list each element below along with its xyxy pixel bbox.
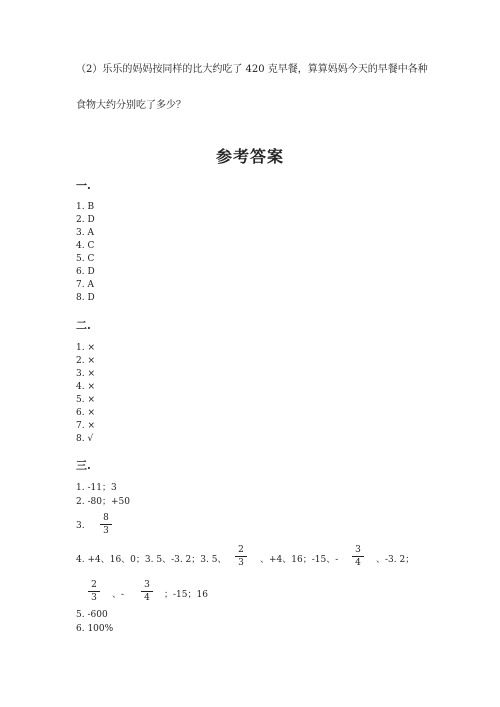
fraction-bar	[88, 591, 100, 592]
answer-item: 7. A	[76, 280, 94, 290]
answer-item: 5. ×	[76, 395, 95, 405]
answer-text: 、-	[112, 590, 125, 600]
answer-text: ；-15；16	[164, 590, 208, 600]
question-line-2: 食物大约分别吃了多少？	[76, 100, 186, 111]
answer-item: 6. D	[76, 267, 95, 277]
answer-item: 5. C	[76, 254, 95, 264]
answer-item: 4. C	[76, 241, 95, 251]
answer-item: 2. ×	[76, 356, 95, 366]
answer-item: 1. ×	[76, 343, 95, 353]
answer-item: 5. -600	[76, 610, 108, 620]
answer-text: 、+4、16；-15、-	[260, 555, 339, 565]
answer-title: 参考答案	[215, 147, 284, 166]
answer-item-prefix: 3.	[76, 521, 85, 531]
answer-item: 8. √	[76, 434, 94, 444]
answer-item: 1. -11；3	[76, 483, 117, 493]
answer-item: 7. ×	[76, 421, 95, 431]
answer-item: 2. -80；+50	[76, 497, 130, 507]
fraction-denominator: 4	[355, 558, 361, 568]
question-line-1: （2）乐乐的妈妈按同样的比大约吃了 420 克早餐，算算妈妈今天的早餐中各种	[76, 64, 428, 75]
answer-item: 8. D	[76, 293, 95, 303]
answer-item: 4. ×	[76, 382, 95, 392]
fraction	[88, 580, 100, 603]
fraction-bar	[352, 556, 364, 557]
answer-text: 4. +4、16、0；3. 5、-3. 2；3. 5、	[76, 555, 227, 565]
fraction-denominator: 3	[91, 593, 97, 603]
fraction	[141, 580, 153, 603]
fraction-numerator: 3	[144, 580, 150, 590]
answer-item: 3. ×	[76, 369, 95, 379]
answer-item: 1. B	[76, 202, 95, 212]
fraction-denominator: 3	[103, 526, 109, 536]
fraction-numerator: 2	[91, 580, 97, 590]
fraction	[100, 513, 112, 536]
answer-item: 6. 100%	[76, 624, 114, 634]
fraction	[352, 545, 364, 568]
section-two-heading: 二.	[76, 319, 91, 332]
fraction-denominator: 3	[238, 558, 244, 568]
answer-item: 6. ×	[76, 408, 95, 418]
section-three-heading: 三.	[76, 459, 91, 472]
fraction-numerator: 3	[355, 545, 361, 555]
fraction-numerator: 2	[238, 545, 244, 555]
answer-item: 3. A	[76, 228, 94, 238]
answer-text: 、-3. 2；	[376, 555, 415, 565]
fraction-bar	[100, 524, 112, 525]
fraction-numerator: 8	[103, 513, 109, 523]
fraction-denominator: 4	[144, 593, 150, 603]
fraction-bar	[141, 591, 153, 592]
section-one-heading: 一.	[76, 179, 91, 192]
fraction-bar	[235, 556, 247, 557]
fraction	[235, 545, 247, 568]
answer-item: 2. D	[76, 215, 95, 225]
